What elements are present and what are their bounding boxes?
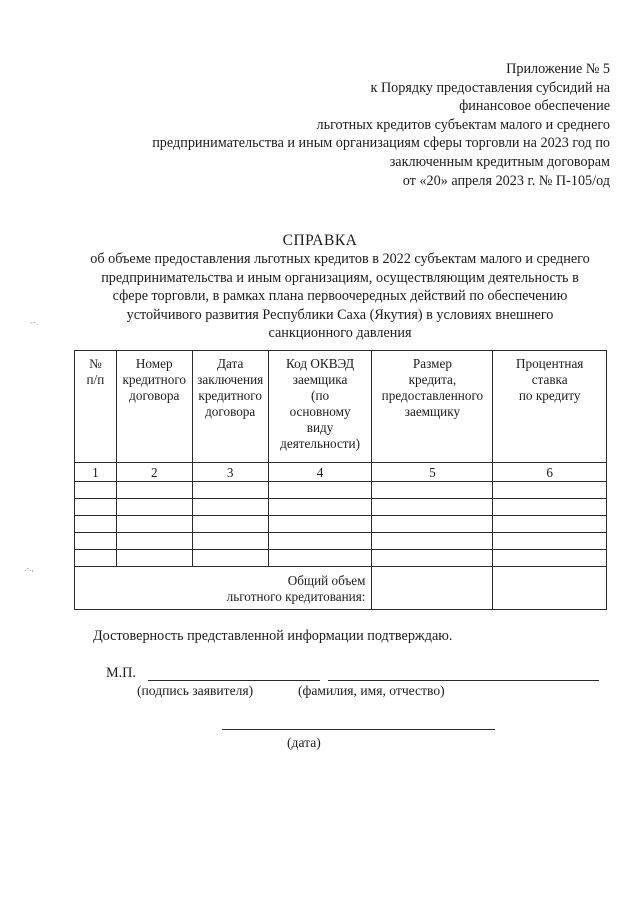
cell-text: виду [306, 420, 334, 435]
table-cell [75, 550, 117, 567]
table-cell [372, 516, 493, 533]
cell-text: по кредиту [518, 388, 581, 403]
appendix-line: льготных кредитов субъектам малого и среднего [316, 116, 610, 133]
cell-text: деятельности) [280, 436, 361, 451]
table-cell [116, 482, 192, 499]
scan-mark: .-., [24, 563, 34, 573]
cell-text: заемщику [404, 404, 461, 419]
table-row [75, 550, 607, 567]
cell-text: (по [311, 388, 330, 403]
table-cell [372, 533, 493, 550]
table-cell [116, 533, 192, 550]
total-label-cell [75, 567, 372, 610]
column-number-cell: 4 [268, 463, 372, 482]
cell-text: Номер [135, 356, 173, 371]
document-subtitle [60, 250, 620, 343]
name-caption: (фамилия, имя, отчество) [298, 683, 445, 698]
cell-text: основному [289, 404, 351, 419]
appendix-line: Приложение № 5 [506, 61, 610, 77]
header-cell [75, 351, 117, 463]
table-cell [372, 550, 493, 567]
table-cell [493, 550, 607, 567]
table-cell [75, 533, 117, 550]
column-number-cell: 1 [75, 463, 117, 482]
confirmation-text: Достоверность представленной информации подтверждаю. [93, 628, 453, 644]
cell-text: № [89, 356, 102, 371]
header-cell [268, 351, 372, 463]
cell-text: льготного кредитования: [226, 589, 366, 604]
column-number-cell: 5 [372, 463, 493, 482]
subtitle-line: об объеме предоставления льготных кредитов в 2022 субъектам малого и среднего [90, 251, 590, 267]
appendix-line: к Порядку предоставления субсидий на [370, 79, 610, 96]
appendix-line: предпринимательства и иным организациям сферы торговли на 2023 год по [152, 135, 610, 152]
signature-line [148, 680, 320, 681]
total-value-cell [493, 567, 607, 610]
cell-text: договора [205, 404, 256, 419]
table-cell [116, 550, 192, 567]
table-cell [75, 516, 117, 533]
cell-text: ставка [531, 372, 568, 387]
table-cell [372, 482, 493, 499]
table-cell [268, 533, 372, 550]
table-cell [75, 499, 117, 516]
signature-caption: (подпись заявителя) [137, 683, 254, 698]
cell-text: договора [129, 388, 180, 403]
column-number-cell: 3 [192, 463, 268, 482]
header-cell [192, 351, 268, 463]
date-caption: (дата) [287, 735, 321, 750]
column-number-cell: 6 [493, 463, 607, 482]
table-cell [192, 516, 268, 533]
table-cell [493, 482, 607, 499]
cell-text: п/п [86, 372, 105, 387]
table-row [75, 499, 607, 516]
cell-text: Общий объем [287, 573, 366, 588]
stamp-label: М.П. [106, 665, 136, 681]
table-cell [268, 516, 372, 533]
appendix-line: от «20» апреля 2023 г. № П-105/од [402, 172, 610, 189]
credit-table [74, 350, 607, 610]
subtitle-line: санкционного давления [268, 325, 412, 341]
cell-text: заемщика [292, 372, 348, 387]
subtitle-line: устойчивого развития Республики Саха (Якутия) в условиях внешнего [126, 306, 554, 323]
table-cell [116, 516, 192, 533]
table-cell [493, 499, 607, 516]
cell-text: Процентная [515, 356, 584, 371]
date-line [222, 729, 495, 730]
table-cell [192, 533, 268, 550]
table-cell [268, 482, 372, 499]
cell-text: предоставленного [381, 388, 484, 403]
name-line [328, 680, 599, 681]
table-cell [192, 550, 268, 567]
table-cell [493, 516, 607, 533]
table-cell [372, 499, 493, 516]
cell-text: Дата [217, 356, 244, 371]
table-cell [493, 533, 607, 550]
cell-text: заключения [197, 372, 264, 387]
cell-text: кредита, [408, 372, 457, 387]
table-cell [75, 482, 117, 499]
header-cell [493, 351, 607, 463]
header-cell [372, 351, 493, 463]
cell-text: Код ОКВЭД [286, 356, 355, 371]
subtitle-line: сфере торговли, в рамках плана первоочередных действий по обеспечению [112, 288, 568, 304]
total-value-cell [372, 567, 493, 610]
table-row [75, 533, 607, 550]
column-number-cell: 2 [116, 463, 192, 482]
cell-text: кредитного [198, 388, 262, 403]
table-cell [192, 482, 268, 499]
table-row [75, 482, 607, 499]
table-cell [268, 550, 372, 567]
cell-text: Размер [412, 356, 452, 371]
table-cell [192, 499, 268, 516]
appendix-block [90, 60, 610, 190]
subtitle-line: предпринимательства и иным организациям, осуществляющим деятельность в [101, 269, 579, 286]
table-row [75, 516, 607, 533]
appendix-line: заключенным кредитным договорам [389, 153, 610, 170]
table-cell [116, 499, 192, 516]
appendix-line: финансовое обеспечение [459, 98, 610, 115]
scan-mark: -‐. [30, 317, 39, 327]
header-cell [116, 351, 192, 463]
cell-text: кредитного [122, 372, 187, 387]
table-cell [268, 499, 372, 516]
document-title: СПРАВКА [282, 232, 358, 249]
